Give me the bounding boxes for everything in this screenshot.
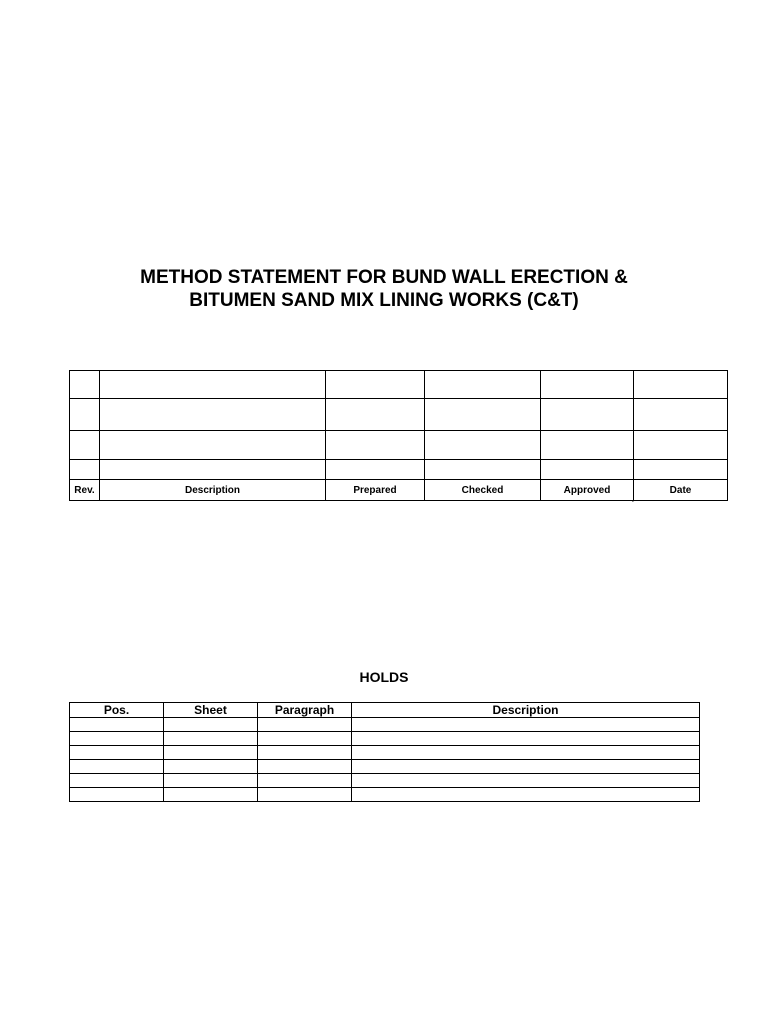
- holds-cell-paragraph: [258, 774, 352, 788]
- revision-cell-rev: [70, 399, 100, 431]
- revision-cell-description: [100, 399, 326, 431]
- document-title: [0, 266, 768, 312]
- holds-cell-sheet: [164, 788, 258, 802]
- holds-cell-sheet: [164, 732, 258, 746]
- revision-cell-approved: [541, 371, 634, 399]
- holds-cell-paragraph: [258, 746, 352, 760]
- revision-header-row: [70, 480, 728, 501]
- holds-cell-paragraph: [258, 718, 352, 732]
- revision-cell-checked: [425, 460, 541, 480]
- holds-table: [69, 702, 700, 802]
- holds-title: HOLDS: [359, 669, 409, 685]
- holds-header-pos: Pos.: [70, 703, 164, 718]
- revision-cell-prepared: [326, 431, 425, 460]
- revision-cell-checked: [425, 399, 541, 431]
- holds-cell-pos: [70, 760, 164, 774]
- revision-cell-description: [100, 460, 326, 480]
- revision-row: [70, 431, 728, 460]
- holds-cell-sheet: [164, 760, 258, 774]
- revision-cell-approved: [541, 431, 634, 460]
- stray-mark: `: [631, 500, 635, 511]
- holds-header-paragraph: Paragraph: [258, 703, 352, 718]
- holds-cell-description: [352, 732, 700, 746]
- holds-row: [70, 746, 700, 760]
- revision-table: [69, 370, 728, 501]
- document-title-line-2: BITUMEN SAND MIX LINING WORKS (C&T): [189, 290, 579, 311]
- holds-cell-paragraph: [258, 760, 352, 774]
- revision-header-description: Description: [100, 480, 326, 501]
- holds-cell-pos: [70, 746, 164, 760]
- holds-cell-description: [352, 774, 700, 788]
- revision-cell-date: [634, 460, 728, 480]
- revision-cell-rev: [70, 460, 100, 480]
- revision-cell-date: [634, 371, 728, 399]
- revision-cell-rev: [70, 371, 100, 399]
- revision-header-rev: Rev.: [70, 480, 100, 501]
- revision-header-approved: Approved: [541, 480, 634, 501]
- revision-cell-rev: [70, 431, 100, 460]
- holds-row: [70, 788, 700, 802]
- holds-cell-description: [352, 718, 700, 732]
- holds-cell-pos: [70, 788, 164, 802]
- holds-row: [70, 760, 700, 774]
- holds-cell-sheet: [164, 774, 258, 788]
- revision-cell-description: [100, 431, 326, 460]
- holds-cell-pos: [70, 732, 164, 746]
- holds-cell-sheet: [164, 718, 258, 732]
- revision-cell-checked: [425, 431, 541, 460]
- holds-row: [70, 732, 700, 746]
- holds-cell-sheet: [164, 746, 258, 760]
- revision-cell-prepared: [326, 371, 425, 399]
- revision-cell-approved: [541, 460, 634, 480]
- document-title-line-1: METHOD STATEMENT FOR BUND WALL ERECTION &: [140, 267, 628, 288]
- revision-row: [70, 460, 728, 480]
- revision-cell-checked: [425, 371, 541, 399]
- revision-header-prepared: Prepared: [326, 480, 425, 501]
- holds-row: [70, 774, 700, 788]
- holds-cell-description: [352, 760, 700, 774]
- revision-cell-date: [634, 399, 728, 431]
- revision-header-checked: Checked: [425, 480, 541, 501]
- holds-cell-paragraph: [258, 788, 352, 802]
- holds-cell-description: [352, 746, 700, 760]
- revision-row: [70, 399, 728, 431]
- revision-cell-approved: [541, 399, 634, 431]
- holds-row: [70, 718, 700, 732]
- holds-header-description: Description: [352, 703, 700, 718]
- holds-cell-pos: [70, 774, 164, 788]
- revision-cell-prepared: [326, 460, 425, 480]
- holds-cell-paragraph: [258, 732, 352, 746]
- revision-header-date: Date: [634, 480, 728, 501]
- holds-cell-description: [352, 788, 700, 802]
- holds-header-row: [70, 703, 700, 718]
- revision-row: [70, 371, 728, 399]
- holds-header-sheet: Sheet: [164, 703, 258, 718]
- revision-cell-prepared: [326, 399, 425, 431]
- holds-cell-pos: [70, 718, 164, 732]
- revision-cell-date: [634, 431, 728, 460]
- revision-cell-description: [100, 371, 326, 399]
